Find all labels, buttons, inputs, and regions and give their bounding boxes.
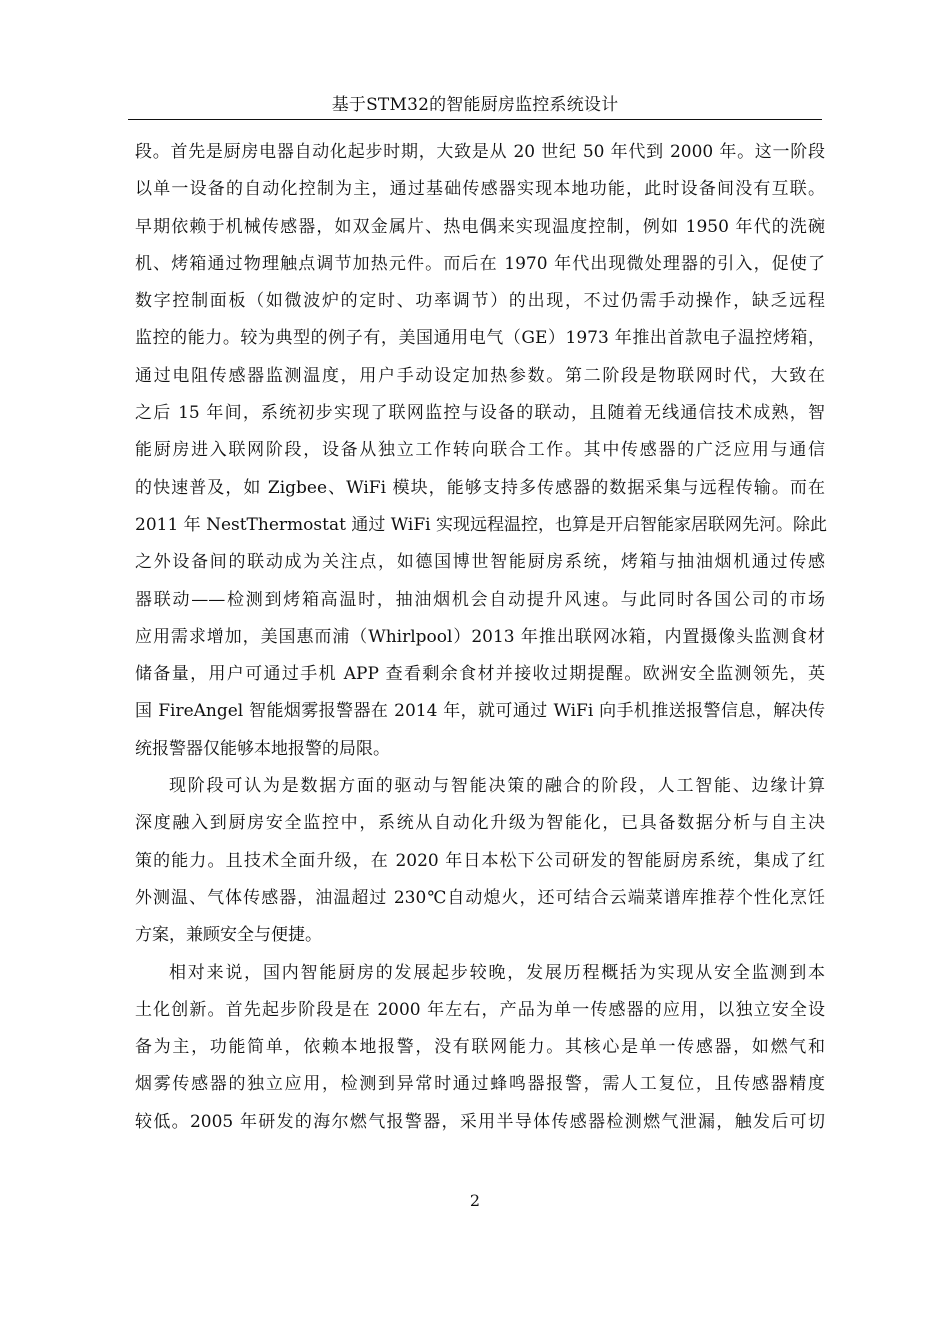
- page-number: 2: [469, 1191, 481, 1210]
- running-header: 基于STM32的智能厨房监控系统设计: [331, 95, 619, 115]
- text-line: 之外设备间的联动成为关注点，如德国博世智能厨房系统，烤箱与抽油烟机通过传感: [135, 552, 825, 573]
- text-line: 段。首先是厨房电器自动化起步时期，大致是从 20 世纪 50 年代到 2000 年。这一阶段: [135, 142, 825, 162]
- text-line: 的快速普及，如 Zigbee、WiFi 模块，能够支持多传感器的数据采集与远程传输。而在: [135, 477, 825, 498]
- text-line: 国 FireAngel 智能烟雾报警器在 2014 年，就可通过 WiFi 向手机推送报警信息，解决传: [135, 701, 825, 722]
- body-text: [135, 134, 825, 1141]
- text-line: 策的能力。且技术全面升级，在 2020 年日本松下公司研发的智能厨房系统，集成了红: [135, 850, 825, 871]
- text-line: 通过电阻传感器监测温度，用户手动设定加热参数。第二阶段是物联网时代，大致在: [135, 365, 825, 386]
- text-line: 外测温、气体传感器，油温超过 230℃自动熄火，还可结合云端菜谱库推荐个性化烹饪: [135, 887, 825, 908]
- text-line: 土化创新。首先起步阶段是在 2000 年左右，产品为单一传感器的应用，以独立安全设: [135, 999, 825, 1020]
- text-line: 器联动——检测到烤箱高温时，抽油烟机会自动提升风速。与此同时各国公司的市场: [135, 589, 825, 610]
- text-line: 方案，兼顾安全与便捷。: [135, 925, 322, 946]
- text-line: 监控的能力。较为典型的例子有，美国通用电气（GE）1973 年推出首款电子温控烤箱，: [135, 328, 825, 349]
- text-line: 数字控制面板（如微波炉的定时、功率调节）的出现，不过仍需手动操作，缺乏远程: [135, 291, 825, 312]
- paragraph-first-line: 相对来说，国内智能厨房的发展起步较晚，发展历程概括为实现从安全监测到本: [169, 962, 825, 983]
- text-line: 以单一设备的自动化控制为主，通过基础传感器实现本地功能，此时设备间没有互联。: [135, 179, 825, 200]
- text-line: 较低。2005 年研发的海尔燃气报警器，采用半导体传感器检测燃气泄漏，触发后可切: [135, 1111, 825, 1132]
- paragraph-first-line: 现阶段可认为是数据方面的驱动与智能决策的融合的阶段，人工智能、边缘计算: [169, 776, 825, 797]
- text-line: 深度融入到厨房安全监控中，系统从自动化升级为智能化，已具备数据分析与自主决: [135, 813, 825, 834]
- text-line: 早期依赖于机械传感器，如双金属片、热电偶来实现温度控制，例如 1950 年代的洗碗: [135, 216, 825, 237]
- text-line: 储备量，用户可通过手机 APP 查看剩余食材并接收过期提醒。欧洲安全监测领先，英: [135, 664, 825, 685]
- text-line: 备为主，功能简单，依赖本地报警，没有联网能力。其核心是单一传感器，如燃气和: [135, 1037, 825, 1058]
- text-line: 烟雾传感器的独立应用，检测到异常时通过蜂鸣器报警，需人工复位，且传感器精度: [135, 1074, 825, 1095]
- header-divider: [128, 119, 822, 120]
- text-line: 能厨房进入联网阶段，设备从独立工作转向联合工作。其中传感器的广泛应用与通信: [135, 440, 825, 461]
- text-line: 机、烤箱通过物理触点调节加热元件。而后在 1970 年代出现微处理器的引入，促使了: [135, 253, 825, 274]
- text-line: 应用需求增加，美国惠而浦（Whirlpool）2013 年推出联网冰箱，内置摄像头监测食材: [135, 626, 825, 647]
- text-line: 统报警器仅能够本地报警的局限。: [135, 738, 390, 759]
- text-line: 2011 年 NestThermostat 通过 WiFi 实现远程温控，也算是开启智能家居联网先河。除此: [135, 514, 827, 535]
- text-line: 之后 15 年间，系统初步实现了联网监控与设备的联动，且随着无线通信技术成熟，智: [135, 403, 825, 424]
